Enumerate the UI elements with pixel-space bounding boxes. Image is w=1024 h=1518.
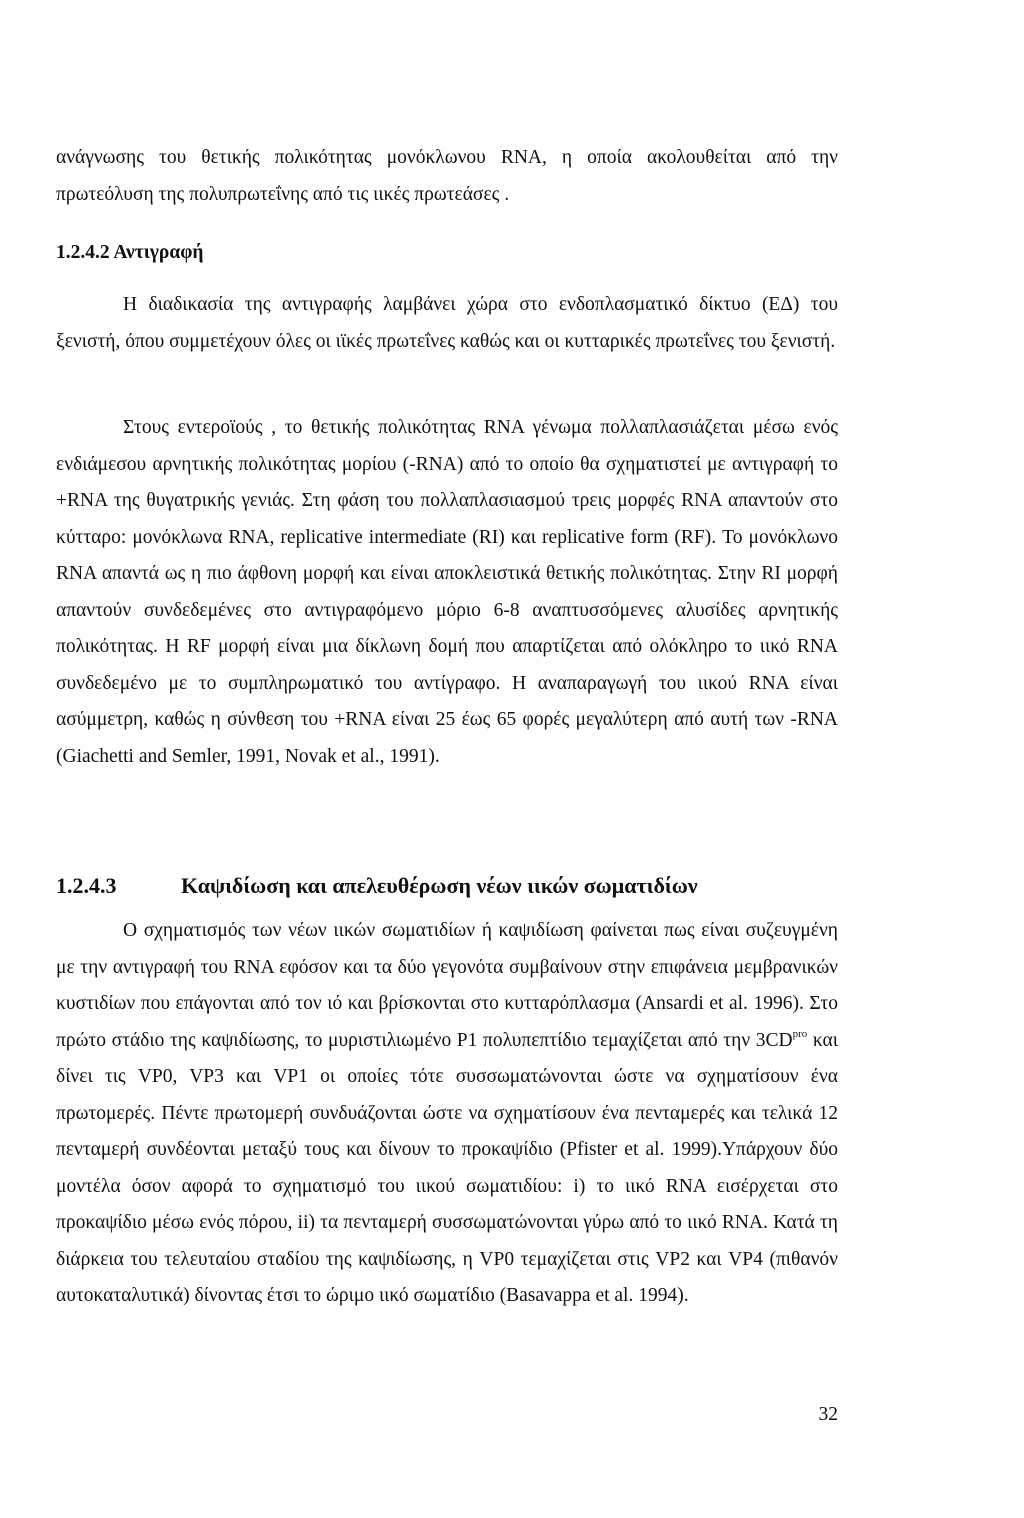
section-heading-number: 1.2.4.3 bbox=[56, 873, 117, 898]
superscript-pro: pro bbox=[792, 1027, 808, 1040]
replication-paragraph-2: Στους εντεροϊούς , το θετικής πολικότητας RNA γένωμα πολλαπλασιάζεται μέσω ενός ενδιάμεσου αρνητικής πολικότητας μορίου (-RNA) από το οποίο θα σχηματιστεί με αντιγραφή το +RNA της θυγατρικής γενιάς. Στη φάση του πολλαπλασιασμού τρεις μορφές RNA απαντούν στο κύτταρο: μονόκλωνα RNA, replicative intermediate (RI) και replicative form (RF). Το μονόκλωνο RNA απαντά ως η πιο άφθονη μορφή και είναι αποκλειστικά θετικής πολικότητας. Στην RI μορφή απαντούν συνδεδεμένες στο αντιγραφόμενο μόριο 6-8 αναπτυσσόμενες αλυσίδες αρνητικής πολικότητας. Η RF μορφή είναι μια δίκλωνη δομή που απαρτίζεται από ολόκληρο το ιικό RNA συνδεδεμένο με το συμπληρωματικό του αντίγραφο. Η αναπαραγωγή του ιικού RNA είναι ασύμμετρη, καθώς η σύνθεση του +RNA είναι 25 έως 65 φορές μεγαλύτερη από αυτή των -RNA (Giachetti and Semler, 1991, Novak et al., 1991). bbox=[56, 417, 838, 767]
replication-paragraph-1: Η διαδικασία της αντιγραφής λαμβάνει χώρα στο ενδοπλασματικό δίκτυο (ΕΔ) του ξενιστή, όπου συμμετέχουν όλες οι ιϊκές πρωτεΐνες καθώς και οι κυτταρικές πρωτεΐνες του ξενιστή. bbox=[56, 294, 838, 352]
section-heading-title: Καψιδίωση και απελευθέρωση νέων ιικών σωματιδίων bbox=[181, 873, 698, 898]
section-heading-encapsidation bbox=[56, 873, 698, 899]
page-number: 32 bbox=[818, 1404, 838, 1425]
section-heading-replication: 1.2.4.2 Αντιγραφή bbox=[56, 242, 204, 263]
encapsidation-paragraph bbox=[56, 913, 838, 1315]
intro-paragraph: ανάγνωσης του θετικής πολικότητας μονόκλωνου RNA, η οποία ακολουθείται από την πρωτεόλυση της πολυπρωτεΐνης από τις ιικές πρωτεάσες . bbox=[56, 147, 838, 205]
encapsidation-text-part-2: και δίνει τις VP0, VP3 και VP1 οι οποίες τότε συσσωματώνονται ώστε να σχηματίσουν ένα πρωτομερές. Πέντε πρωτομερή συνδυάζονται ώστε να σχηματίσουν ένα πενταμερές και τελικά 12 πενταμερή συνδέονται μεταξύ τους και δίνουν το προκαψίδιο (Pfister et al. 1999).Υπάρχουν δύο μοντέλα όσον αφορά το σχηματισμό του ιικού σωματιδίου: i) το ιικό RNA εισέρχεται στο προκαψίδιο μέσω ενός πόρου, ii) τα πενταμερή συσσωματώνονται γύρω από το ιικό RNA. Κατά τη διάρκεια του τελευταίου σταδίου της καψιδίωσης, η VP0 τεμαχίζεται στις VP2 και VP4 (πιθανόν αυτοκαταλυτικά) δίνοντας έτσι το ώριμο ιικό σωματίδιο (Basavappa et al. 1994). bbox=[56, 1029, 838, 1306]
encapsidation-text-part-1: Ο σχηματισμός των νέων ιικών σωματιδίων ή καψιδίωση φαίνεται πως είναι συζευγμένη με την αντιγραφή του RNA εφόσον και τα δύο γεγονότα συμβαίνουν στην επιφάνεια μεμβρανικών κυστιδίων που επάγονται από τον ιό και βρίσκονται στο κυτταρόπλασμα (Ansardi et al. 1996). Στο πρώτο στάδιο της καψιδίωσης, το μυριστιλιωμένο P1 πολυπεπτίδιο τεμαχίζεται από την 3CD bbox=[56, 920, 838, 1051]
